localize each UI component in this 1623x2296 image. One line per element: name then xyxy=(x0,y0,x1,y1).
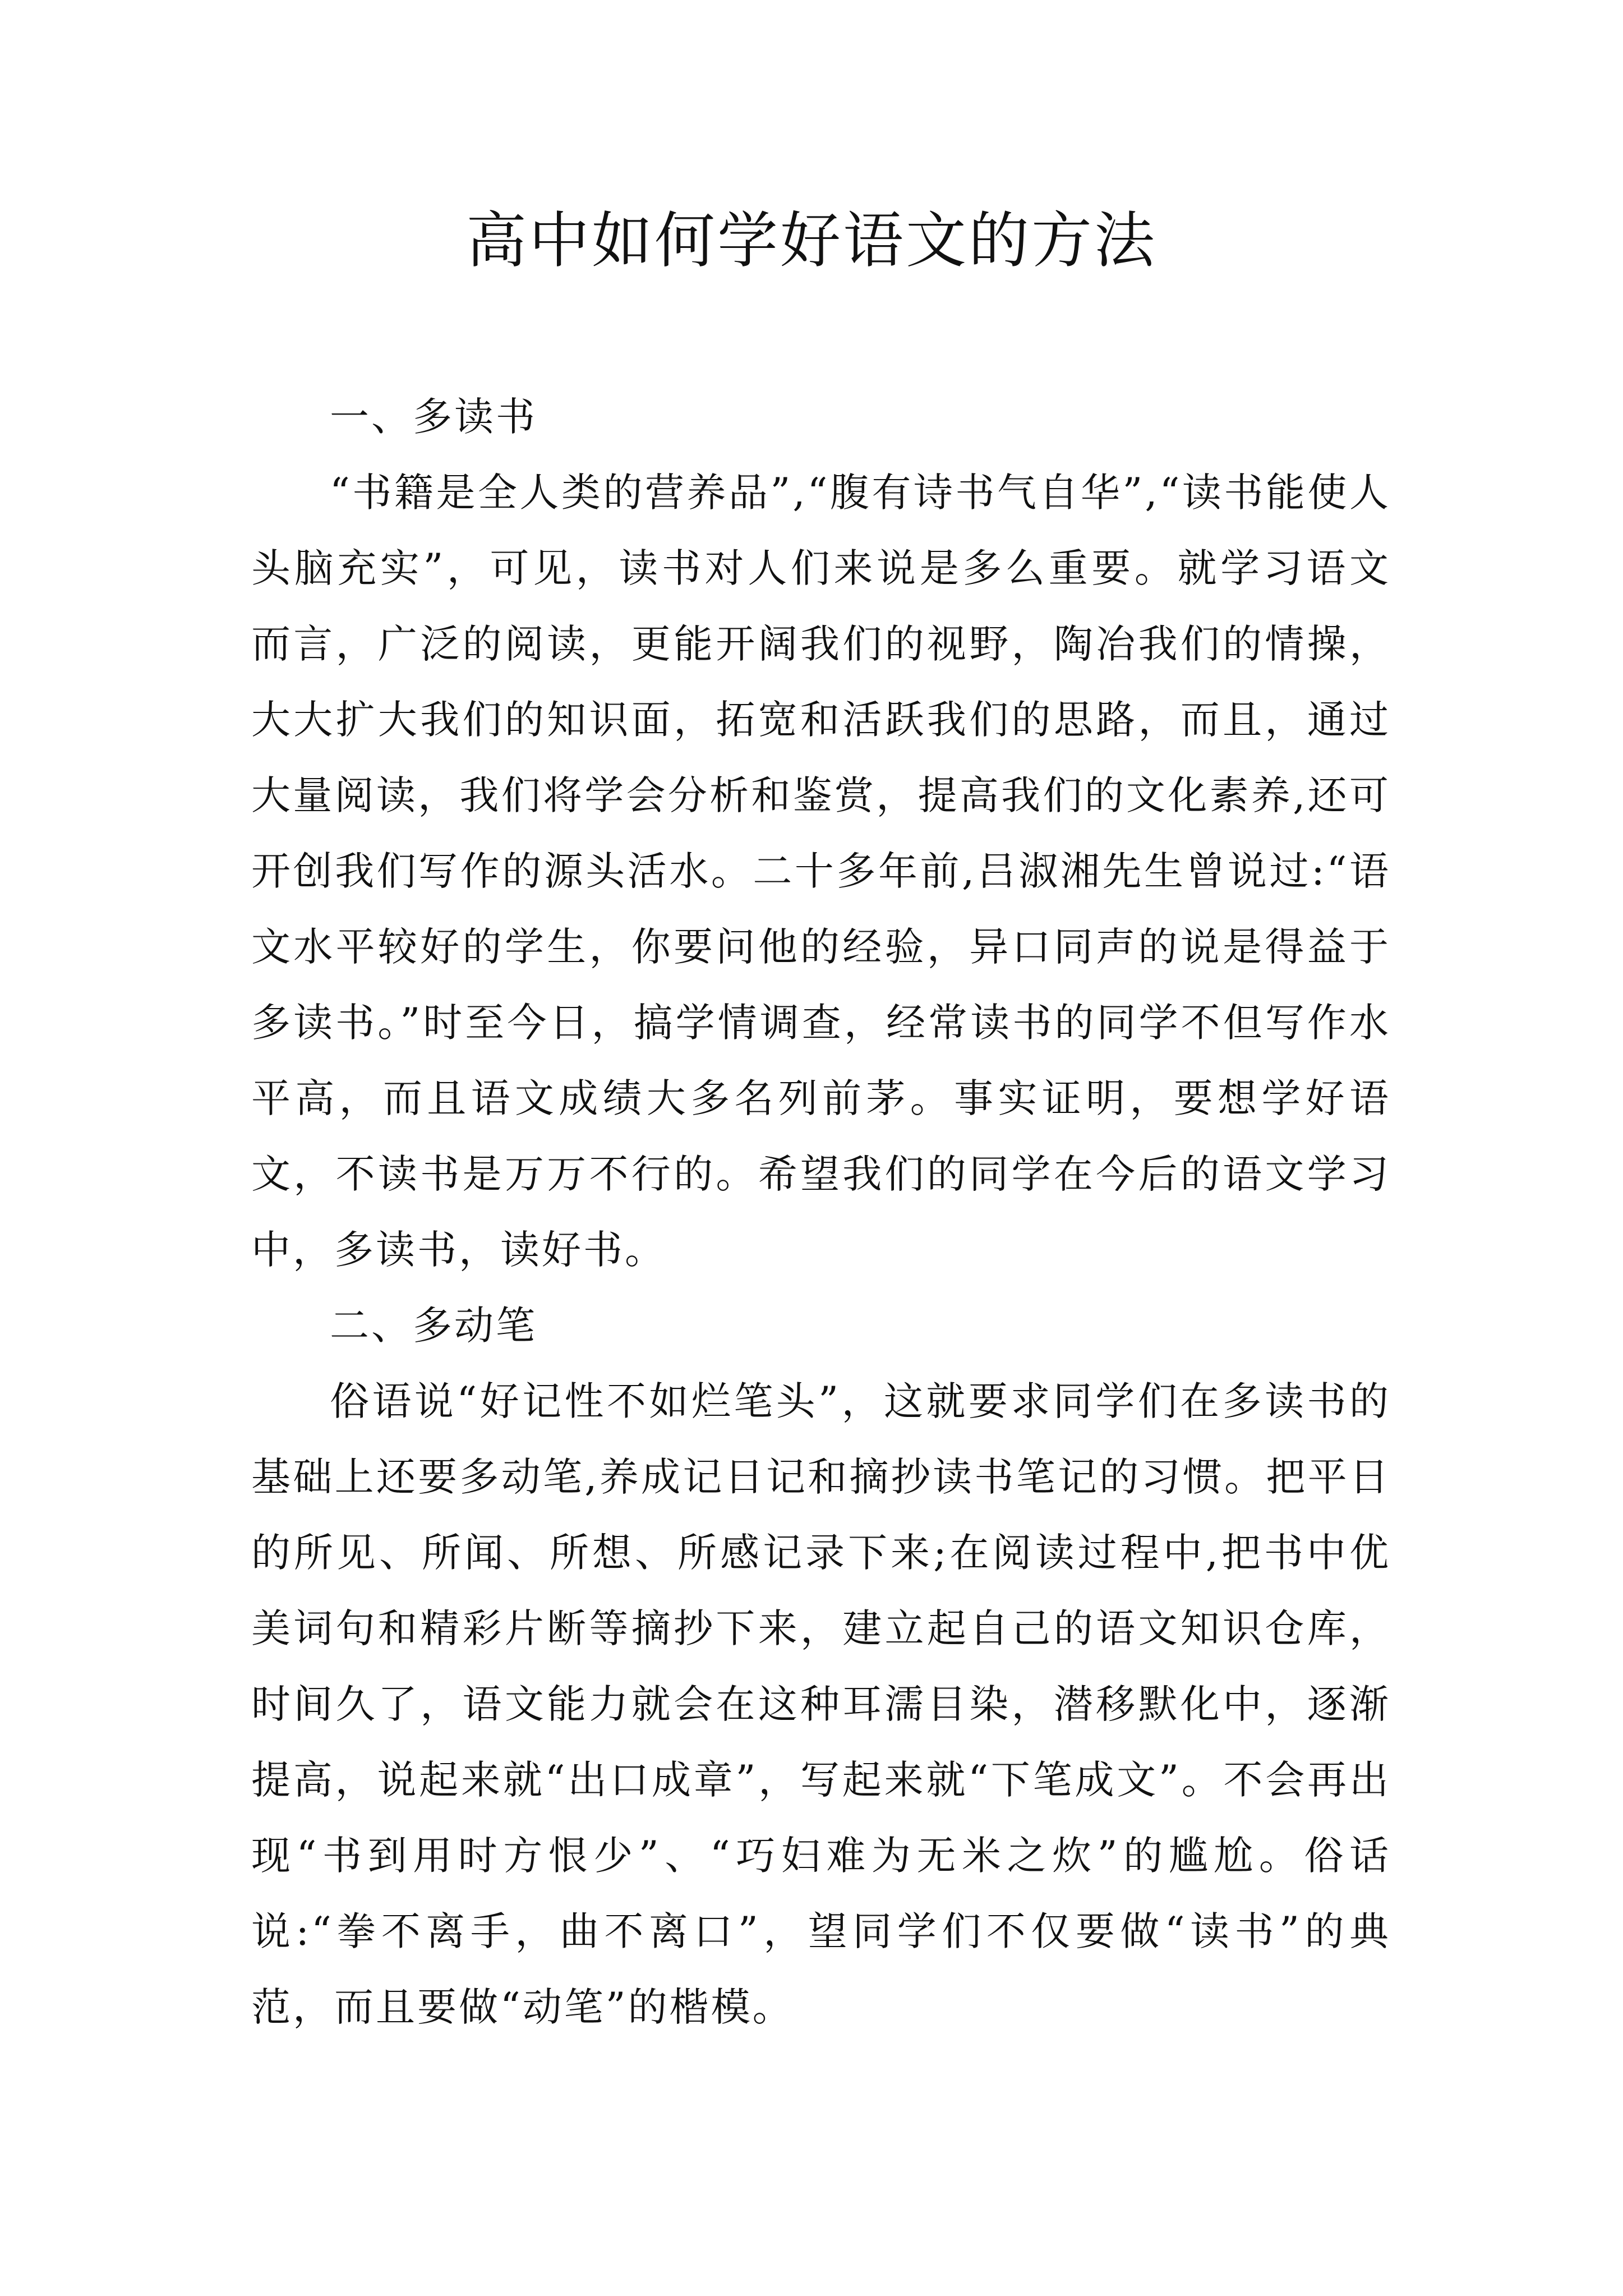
document-title: 高中如何学好语文的方法 xyxy=(465,206,1157,276)
paragraph-writing: 俗语说“好记性不如烂笔头”，这就要求同学们在多读书的基础上还要多动笔,养成记日记和摘抄读书笔记的习惯。把平日的所见、所闻、所想、所感记录下来;在阅读过程中,把书中优美词句和精彩片断等摘抄下来，建立起自己的语文知识仓库，时间久了，语文能力就会在这种耳濡目染，潜移默化中，逐渐提高，说起来就“出口成章”，写起来就“下笔成文”。不会再出现“书到用时方恨少”、“巧妇难为无米之炊”的尴尬。俗话说:“拳不离手，曲不离口”，望同学们不仅要做“读书”的典范，而且要做“动笔”的楷模。 xyxy=(251,1378,1391,2030)
section-heading-2: 二、多动笔 xyxy=(330,1303,537,1349)
document-body xyxy=(251,379,1391,2045)
section-heading-1: 一、多读书 xyxy=(330,394,537,440)
paragraph-reading: “书籍是全人类的营养品”,“腹有诗书气自华”,“读书能使人头脑充实”，可见，读书对人们来说是多么重要。就学习语文而言，广泛的阅读，更能开阔我们的视野，陶冶我们的情操，大大扩大我们的知识面，拓宽和活跃我们的思路，而且，通过大量阅读，我们将学会分析和鉴赏，提高我们的文化素养,还可开创我们写作的源头活水。二十多年前,吕淑湘先生曾说过:“语文水平较好的学生，你要问他的经验，异口同声的说是得益于多读书。”时至今日，搞学情调查，经常读书的同学不但写作水平高，而且语文成绩大多名列前茅。事实证明，要想学好语文，不读书是万万不行的。希望我们的同学在今后的语文学习中，多读书，读好书。 xyxy=(251,470,1391,1273)
